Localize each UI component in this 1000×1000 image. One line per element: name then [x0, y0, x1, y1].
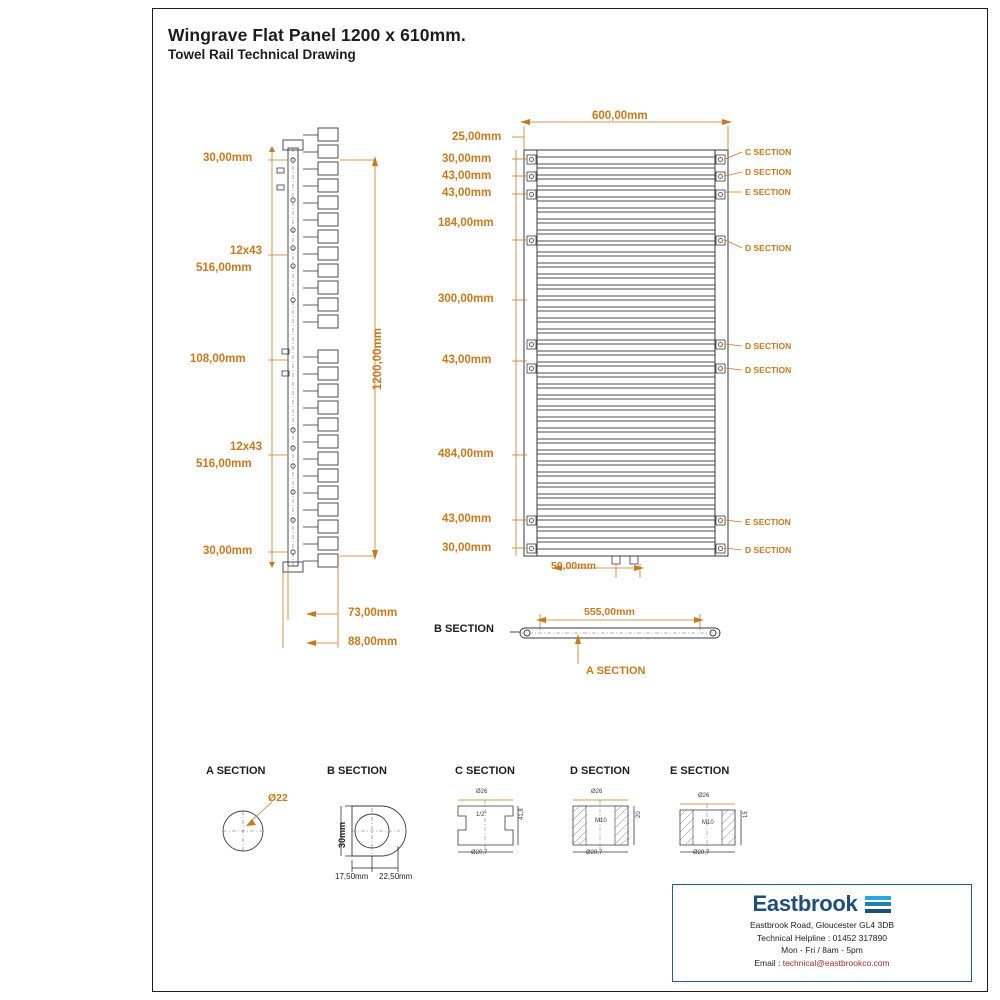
section-d-label: D SECTION [570, 765, 630, 777]
brand-email-row [673, 957, 971, 970]
section-c-angle: 1/2" [476, 812, 487, 818]
side-dim-88: 88,00mm [348, 636, 398, 648]
callout-d-section-5: D SECTION [745, 545, 792, 555]
side-dim-top-30: 30,00mm [203, 152, 253, 164]
brand-helpline: Technical Helpline : 01452 317890 [757, 932, 887, 943]
section-b-label: B SECTION [327, 765, 387, 777]
brand-email-label: Email : [754, 957, 783, 968]
side-dim-516-lower: 516,00mm [196, 458, 252, 470]
section-c-label: C SECTION [455, 765, 515, 777]
section-c-dia-bottom: Ø20,7 [471, 850, 488, 856]
title-line-2: Towel Rail Technical Drawing [168, 47, 356, 62]
bar-b-section-label: B SECTION [434, 623, 494, 635]
front-dim-184: 184,00mm [438, 217, 494, 229]
front-dim-43-d: 43,00mm [442, 513, 492, 525]
section-b-dim-right: 22,50mm [379, 872, 413, 881]
front-dim-300: 300,00mm [438, 293, 494, 305]
section-a-label: A SECTION [206, 765, 266, 777]
section-c-dia-top: Ø26 [476, 789, 488, 795]
brand-address: Eastbrook Road, Gloucester GL4 3DB [749, 920, 895, 930]
section-d-dia-top: Ø26 [591, 789, 603, 795]
brand-email-link[interactable]: technical@eastbrookco.com [782, 957, 890, 968]
callout-e-section-1: E SECTION [745, 187, 791, 197]
brand-block [672, 884, 972, 982]
callout-e-section-2: E SECTION [745, 517, 791, 527]
section-d-thread: M10 [595, 818, 607, 824]
front-dim-50: 50,00mm [551, 560, 596, 572]
callout-d-section-2: D SECTION [745, 243, 792, 253]
callout-d-section-3: D SECTION [745, 341, 792, 351]
bar-a-section-label: A SECTION [586, 665, 646, 677]
section-d-dia-bottom: Ø20,7 [586, 850, 603, 856]
front-dim-30-top: 30,00mm [442, 153, 492, 165]
section-e-dia-top: Ø26 [698, 793, 710, 799]
section-c-side-dim: 41,8 [519, 808, 525, 820]
section-b-height: 30mm [337, 821, 347, 848]
front-dim-43-c: 43,00mm [442, 354, 492, 366]
brand-logo [673, 885, 971, 917]
front-dim-30-bottom: 30,00mm [442, 542, 492, 554]
section-e-label: E SECTION [670, 765, 730, 777]
brand-name: Eastbrook [752, 891, 858, 916]
callout-d-section-4: D SECTION [745, 365, 792, 375]
brand-hours: Mon - Fri / 8am - 5pm [781, 945, 863, 955]
brand-contact [673, 919, 971, 969]
side-dim-108: 108,00mm [190, 353, 246, 365]
section-e-dia-bottom: Ø20,7 [693, 850, 710, 856]
callout-c-section-1: C SECTION [745, 147, 792, 157]
section-d-side-dim: 20 [636, 811, 642, 818]
title-line-1: Wingrave Flat Panel 1200 x 610mm. [168, 25, 466, 45]
front-dim-43-a: 43,00mm [442, 170, 492, 182]
side-dim-73: 73,00mm [348, 607, 398, 619]
side-dim-12x43-upper: 12x43 [230, 245, 262, 257]
section-e-thread: M10 [702, 820, 714, 826]
front-dim-25: 25,00mm [452, 131, 502, 143]
front-dim-width: 600,00mm [592, 110, 648, 122]
front-dim-484: 484,00mm [438, 448, 494, 460]
side-dim-overall-height: 1200,00mm [372, 327, 384, 390]
callout-d-section-1: D SECTION [745, 167, 792, 177]
side-dim-bottom-30: 30,00mm [203, 545, 253, 557]
bar-dim-555: 555,00mm [584, 606, 635, 618]
front-dim-43-b: 43,00mm [442, 187, 492, 199]
section-a-diameter: Ø22 [268, 792, 288, 804]
section-b-dim-left: 17,50mm [335, 872, 369, 881]
brand-bars-icon [865, 896, 891, 913]
side-dim-12x43-lower: 12x43 [230, 441, 262, 453]
section-e-side-dim: 15 [743, 811, 749, 818]
side-dim-516-upper: 516,00mm [196, 262, 252, 274]
